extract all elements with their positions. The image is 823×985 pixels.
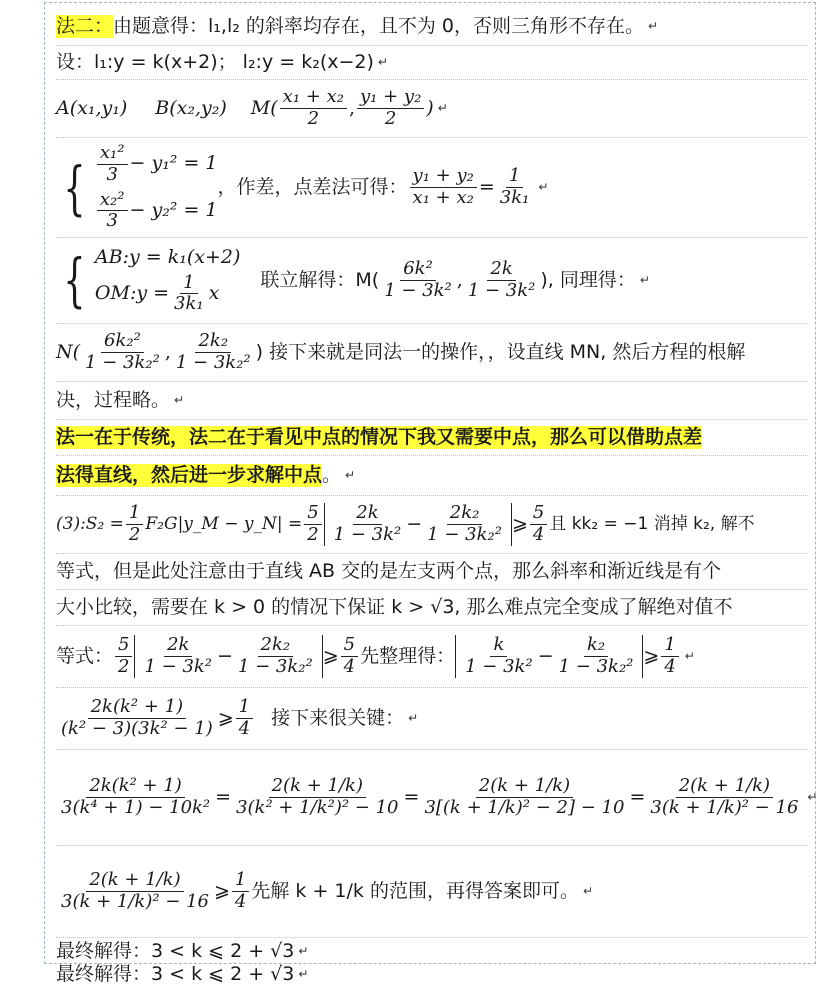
line-text: 大小比较，需要在 k > 0 的情况下保证 k > √3, 那么难点完全变成了解绝对值不	[56, 596, 733, 619]
highlighted-summary: 法一在于传统，法二在于看见中点的情况下我又需要中点，那么可以借助点差	[56, 426, 703, 449]
line-key-step: $\frac{\text{2k(k² + 1)}}{\text{(k² − 3)(3k² − 1)}}$ ⩾ $\frac{1}{4}$ 接下来很关键： ↵	[56, 688, 808, 750]
fraction: $\frac{\text{y₁ + y₂}}{2}$	[357, 87, 424, 129]
document-body	[56, 8, 818, 985]
line-final-answer-duplicate	[56, 964, 808, 984]
fraction: $\frac{2(k + 1/k)}{\text{3(k + 1/k)² − 16}}$	[650, 775, 799, 818]
absolute-value: $\frac{2k}{\text{1 − 3k²}}$ − $\frac{\text{2k₂}}{\text{1 − 3k₂²}}$	[324, 503, 512, 545]
final-answer: 最终解得：3 < k ⩽ 2 + √3	[56, 939, 295, 962]
point-m-close: )	[426, 97, 434, 120]
fraction: $\frac{2(k + 1/k)}{\text{3(k + 1/k)² − 16}}$	[61, 869, 209, 912]
line-inequality-note-2	[56, 590, 808, 626]
line-text: ，作差，点差法可得：	[217, 176, 408, 199]
return-mark: ↵	[298, 966, 309, 981]
fraction: $\frac{\text{6k²}}{\text{1 − 3k²}}$	[384, 258, 452, 301]
line-text: 接下来很关键：	[271, 707, 405, 730]
fraction: $\frac{5}{2}$	[115, 635, 132, 677]
fraction: $\frac{\text{2k(k² + 1)}}{\text{(k² − 3)(3k² − 1)}}$	[61, 696, 213, 739]
fraction: $\frac{\text{6k₂²}}{\text{1 − 3k₂²}}$	[85, 330, 160, 373]
line-text: ) 接下来就是同法一的操作，，设直线 MN, 然后方程的根解	[255, 341, 746, 364]
line-method-two	[56, 8, 808, 46]
line-text: 由题意得：l₁,l₂ 的斜率均存在，且不为 0，否则三角形不存在。	[113, 15, 645, 38]
fraction: $\frac{\text{2k₂}}{\text{1 − 3k₂²}}$	[175, 330, 251, 373]
return-mark: ↵	[174, 393, 185, 408]
line-final-answer	[56, 938, 808, 964]
fraction: $\frac{5}{4}$	[530, 503, 547, 545]
return-mark: ↵	[684, 649, 695, 664]
fraction: $\frac{\text{x₁ + x₂}}{2}$	[280, 87, 347, 129]
absolute-value: $\frac{2k}{\text{1 − 3k²}}$ − $\frac{\text{2k₂}}{\text{1 − 3k₂²}}$	[134, 635, 322, 677]
line-text: 且 kk₂ = −1 消掉 k₂, 解不	[549, 514, 755, 535]
fraction: $\frac{2k}{\text{1 − 3k²}}$	[467, 258, 536, 301]
fraction: $\frac{1}{4}$	[236, 697, 253, 739]
line-set-lines	[56, 46, 808, 80]
line-transformation: $\frac{\text{2k(k² + 1)}}{\text{3(k⁴ + 1) − 10k²}}$ = $\frac{2(k + 1/k)}{\text{3(k² + 1/k²)² − 10}}$ = $\frac{2(k + 1/k)}{\text{3[(k + 1/k)² − 2] − 10}}$ = $\frac{2(k + 1/k)}{\text{3(k + 1/k)² − 16}}$ ↵	[56, 750, 808, 846]
line-point-n: N( $\frac{\text{6k₂²}}{\text{1 − 3k₂²}}$ , $\frac{\text{2k₂}}{\text{1 − 3k₂²}}$ ) 接下来就是同法一的操作，，设直线 MN, 然后方程的根解	[56, 324, 808, 382]
return-mark: ↵	[582, 884, 594, 899]
line-summary-highlight-2: 法得直线，然后进一步求解中点 。 ↵	[56, 456, 808, 496]
method-two-label: 法二：	[56, 15, 114, 38]
fraction: $\frac{\text{2k(k² + 1)}}{\text{3(k⁴ + 1) − 10k²}}$	[61, 775, 211, 818]
line-process-omitted	[56, 382, 808, 420]
line-text: 设：l₁:y = k(x+2)； l₂:y = k₂(x−2)	[56, 51, 374, 74]
line-inequality-rewrite: 等式： $\frac{5}{2}$ $\frac{2k}{\text{1 − 3k²}}$ − $\frac{\text{2k₂}}{\text{1 − 3k₂²}}$ ⩾ $\frac{5}{4}$ 先整理得： $\frac{k}{\text{1 − 3k²}}$ − $\frac{\text{k₂}}{\text{1 − 3k₂²}}$ ⩾ $\frac{1}{4}$ ↵	[56, 626, 808, 688]
return-mark: ↵	[437, 101, 448, 116]
highlighted-summary: 法得直线，然后进一步求解中点	[56, 464, 323, 487]
line-summary-highlight	[56, 420, 808, 456]
line-points: A(x₁,y₁) B(x₂,y₂) M( $\frac{\text{x₁ + x₂}}{2}$ , $\frac{\text{y₁ + y₂}}{2}$ ) ↵	[56, 80, 808, 138]
line-solve-m: { AB:y = k₁(x+2) OM:y = $\frac{1}{\text{3k₁}}$ x 联立解得：M( $\frac{\text{6k²}}{\text{1 − 3k²}}$ , $\frac{2k}{\text{1 − 3k²}}$ ), 同理得： ↵	[56, 238, 808, 324]
line-text: 联立解得：M(	[260, 269, 380, 292]
return-mark: ↵	[377, 55, 388, 70]
point-m-open: M(	[250, 97, 278, 120]
fraction: $\frac{5}{2}$	[304, 503, 321, 545]
fraction: $\frac{1}{2}$	[126, 503, 143, 545]
fraction: $\frac{5}{4}$	[341, 635, 358, 677]
line-text: 决，过程略。	[56, 389, 171, 412]
line-area-inequality: (3):S₂ = $\frac{1}{2}$ F₂G|y_M − y_N| = $\frac{5}{2}$ $\frac{2k}{\text{1 − 3k²}}$ − $\frac{\text{2k₂}}{\text{1 − 3k₂²}}$ ⩾ $\frac{5}{4}$ 且 kk₂ = −1 消掉 k₂, 解不	[56, 496, 808, 554]
fraction: $\frac{\text{y₁ + y₂}}{\text{x₁ + x₂}}$	[410, 166, 477, 208]
return-mark: ↵	[648, 19, 659, 34]
return-mark: ↵	[538, 180, 549, 195]
fraction: $\frac{2(k + 1/k)}{\text{3[(k + 1/k)² − 2] − 10}}$	[424, 775, 625, 818]
point-a: A(x₁,y₁)	[56, 97, 128, 120]
return-mark: ↵	[298, 943, 309, 958]
return-mark: ↵	[408, 711, 419, 726]
point-b: B(x₂,y₂)	[155, 97, 227, 120]
fraction: $\frac{1}{4}$	[232, 870, 249, 912]
line-solve-range: $\frac{2(k + 1/k)}{\text{3(k + 1/k)² − 16}}$ ⩾ $\frac{1}{4}$ 先解 k + 1/k 的范围，再得答案即可。 ↵	[56, 846, 808, 938]
equation-system: { AB:y = k₁(x+2) OM:y = $\frac{1}{\text{3k₁}}$ x	[63, 245, 241, 315]
line-text: 等式，但是此处注意由于直线 AB 交的是左支两个点，那么斜率和渐近线是有个	[56, 560, 722, 583]
line-text: 先解 k + 1/k 的范围，再得答案即可。	[251, 880, 579, 903]
return-mark: ↵	[639, 273, 650, 288]
fraction: $\frac{1}{\text{3k₁}}$	[499, 165, 530, 208]
fraction: $\frac{1}{4}$	[661, 635, 678, 677]
return-mark: ↵	[807, 790, 818, 805]
equation-system: { $\frac{\text{x₁²}}{3}$ − y₁² = 1 $\frac{\text{x₂²}}{3}$ − y₂² = 1	[63, 142, 218, 232]
fraction: $\frac{2(k + 1/k)}{\text{3(k² + 1/k²)² − 10}}$	[236, 775, 399, 818]
line-difference-method: { $\frac{\text{x₁²}}{3}$ − y₁² = 1 $\frac{\text{x₂²}}{3}$ − y₂² = 1 ，作差，点差法可得： $\frac{\text{y₁ + y₂}}{\text{x₁ + x₂}}$ = $\frac{1}{\text{3k₁}}$ ↵	[56, 138, 808, 238]
final-answer: 最终解得：3 < k ⩽ 2 + √3	[56, 962, 295, 985]
line-inequality-note	[56, 554, 808, 590]
return-mark: ↵	[345, 468, 356, 483]
absolute-value: $\frac{k}{\text{1 − 3k²}}$ − $\frac{\text{k₂}}{\text{1 − 3k₂²}}$	[455, 635, 643, 677]
